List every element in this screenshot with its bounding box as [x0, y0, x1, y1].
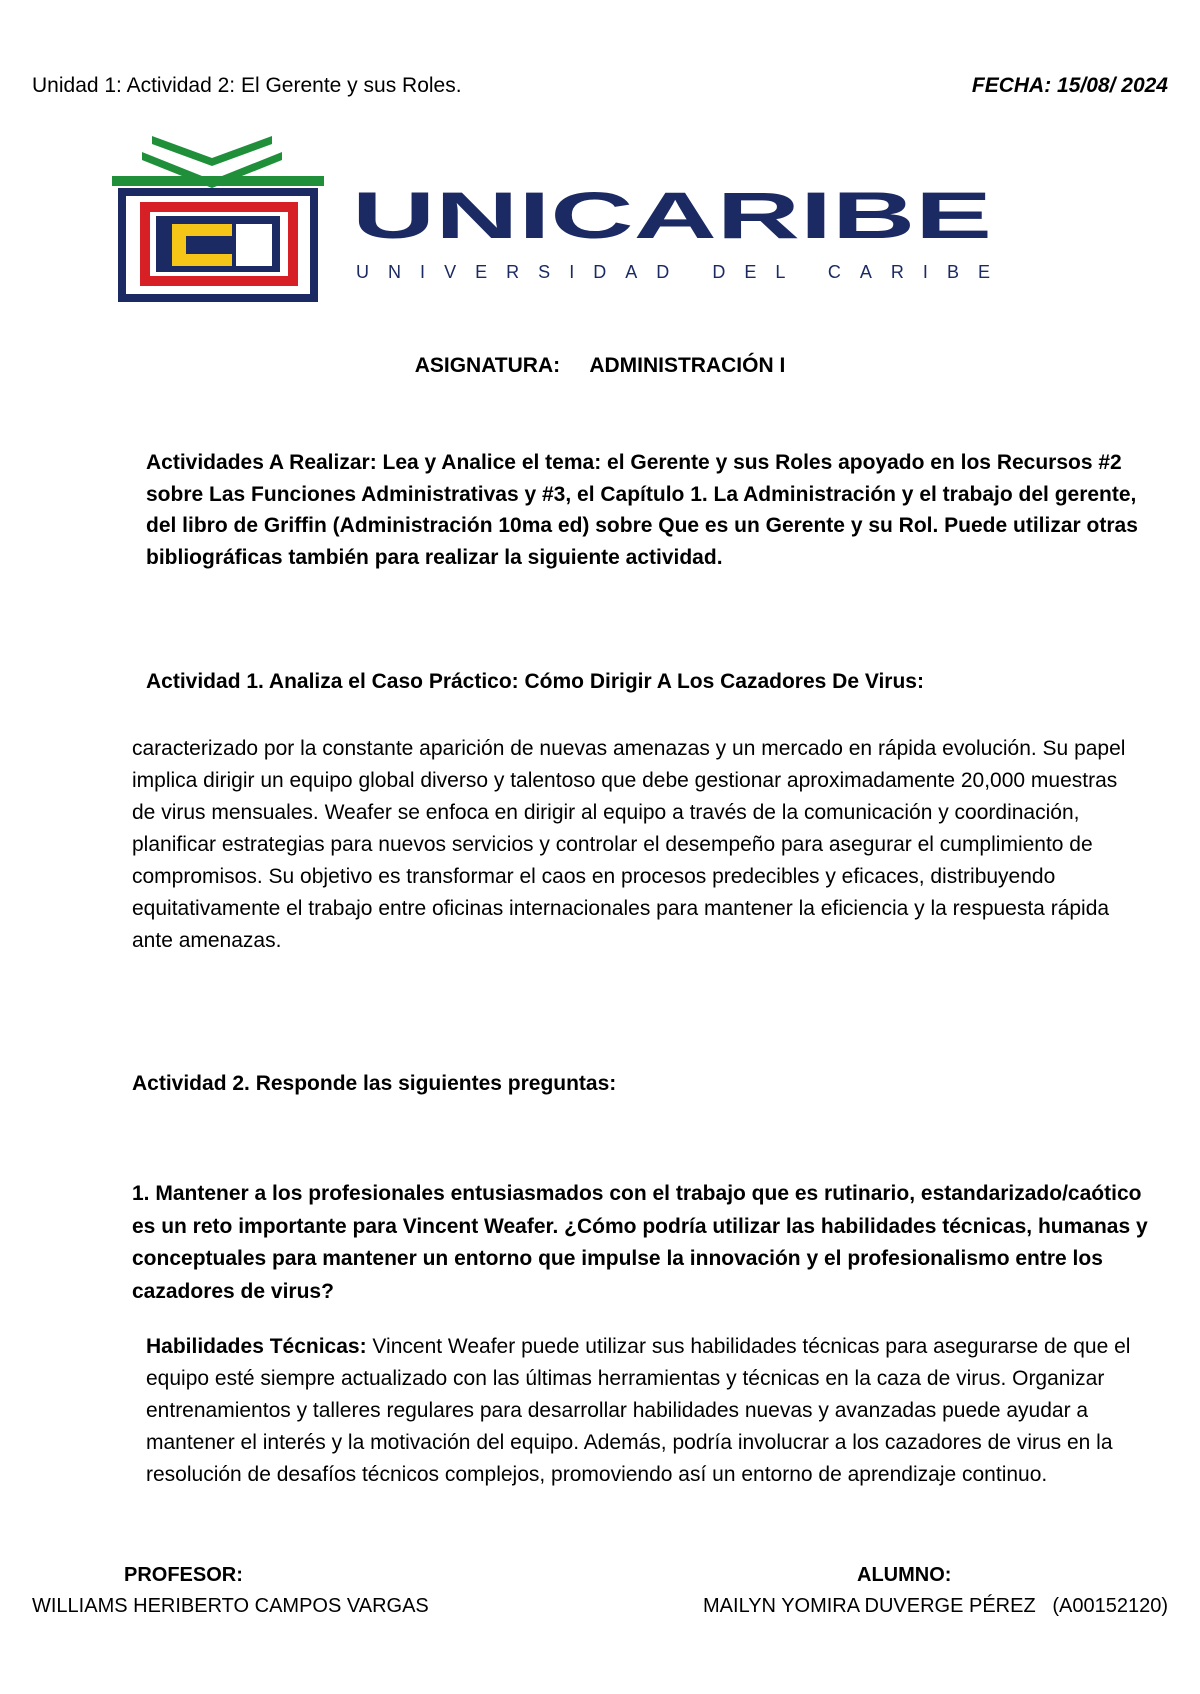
answer-technical-skills	[146, 1331, 1146, 1491]
activity2-title: Actividad 2. Responde las siguientes preguntas:	[132, 1072, 617, 1095]
unicaribe-logo	[112, 136, 1092, 306]
logo-wordmark: UNICARIBE	[352, 178, 992, 252]
professor-name: WILLIAMS HERIBERTO CAMPOS VARGAS	[32, 1595, 429, 1617]
answer-label: Habilidades Técnicas:	[146, 1335, 367, 1358]
student-name: MAILYN YOMIRA DUVERGE PÉREZ (A00152120)	[703, 1595, 1168, 1617]
activity1-title: Actividad 1. Analiza el Caso Práctico: Cómo Dirigir A Los Cazadores De Virus:	[146, 670, 924, 693]
subject-value: ADMINISTRACIÓN I	[589, 354, 786, 377]
student-label: ALUMNO:	[857, 1564, 952, 1586]
activity1-paragraph: caracterizado por la constante aparición de nuevas amenazas y un mercado en rápida evolución. Su papel implica dirigir un equipo global diverso y talentoso que debe gestionar aproximadamente 20,000 muestras de virus mensuales. Weafer se enfoca en dirigir al equipo a través de la comunicación y coordinación, planificar estrategias para nuevos servicios y controlar el desempeño para asegurar el cumplimiento de compromisos. Su objetivo es transformar el caos en procesos predecibles y eficaces, distribuyendo equitativamente el trabajo entre oficinas internacionales para mantener la eficiencia y la respuesta rápida ante amenazas.	[132, 737, 1126, 952]
subject-line	[0, 354, 1200, 378]
answer-text: Vincent Weafer puede utilizar sus habilidades técnicas para asegurarse de que el equipo esté siempre actualizado con las últimas herramientas y técnicas en la caza de virus. Organizar entrenamientos y talleres regulares para desarrollar habilidades nuevas y avanzadas puede ayudar a mantener el interés y la motivación del equipo. Además, podría involucrar a los cazadores de virus en la resolución de desafíos técnicos complejos, promoviendo así un entorno de aprendizaje continuo.	[146, 1335, 1131, 1486]
logo-tagline: UNIVERSIDAD DEL CARIBE	[356, 262, 990, 282]
date: FECHA: 15/08/ 2024	[971, 74, 1168, 97]
question-1: 1. Mantener a los profesionales entusiasmados con el trabajo que es rutinario, estandarizado/caótico es un reto importante para Vincent Weafer. ¿Cómo podría utilizar las habilidades técnicas, humanas y conceptuales para mantener un entorno que impulse la innovación y el profesionalismo entre los cazadores de virus?	[132, 1182, 1148, 1303]
subject-label: ASIGNATURA:	[414, 354, 561, 377]
logo-emblem-icon	[112, 136, 324, 302]
professor-label: PROFESOR:	[124, 1564, 243, 1586]
instructions: Actividades A Realizar: Lea y Analice el tema: el Gerente y sus Roles apoyado en los Recursos #2 sobre Las Funciones Administrativas y #3, el Capítulo 1. La Administración y el trabajo del gerente, del libro de Griffin (Administración 10ma ed) sobre Que es un Gerente y su Rol. Puede utilizar otras bibliográficas también para realizar la siguiente actividad.	[146, 451, 1138, 569]
activity-title: Unidad 1: Actividad 2: El Gerente y sus Roles.	[32, 74, 462, 97]
